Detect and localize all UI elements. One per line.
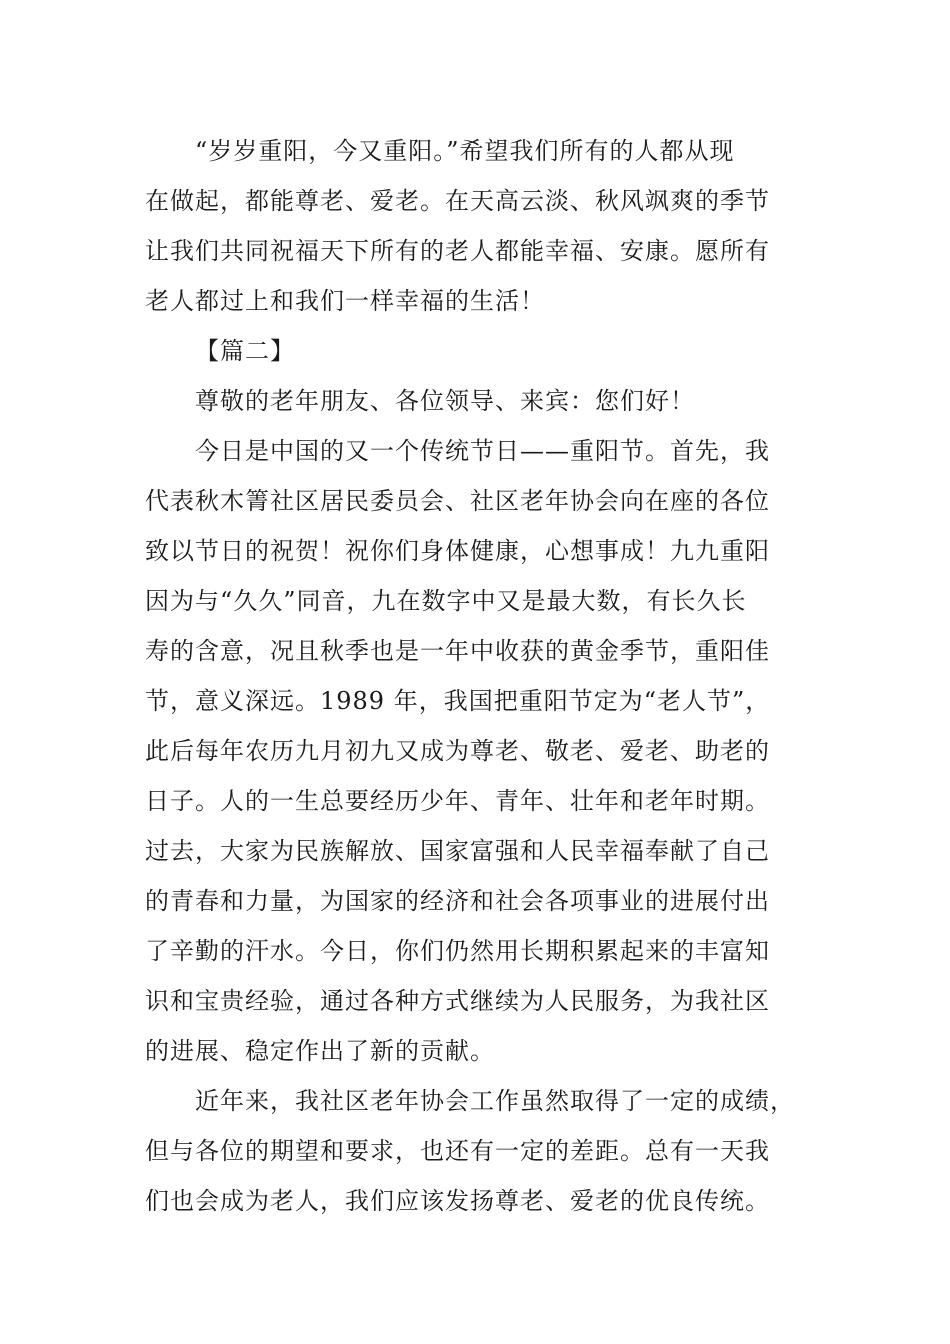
paragraph-line: 此后每年农历九月初九又成为尊老、敬老、爱老、助老的 bbox=[145, 737, 770, 765]
paragraph-line: 让我们共同祝福天下所有的老人都能幸福、安康。愿所有 bbox=[145, 237, 770, 265]
paragraph-line: 们也会成为老人，我们应该发扬尊老、爱老的优良传统。 bbox=[145, 1187, 770, 1215]
paragraph-line: 今日是中国的又一个传统节日——重阳节。首先，我 bbox=[195, 437, 770, 465]
paragraph-line: 的进展、稳定作出了新的贡献。 bbox=[145, 1037, 495, 1065]
paragraph-line: 近年来，我社区老年协会工作虽然取得了一定的成绩， bbox=[195, 1087, 795, 1115]
paragraph-line: 过去，大家为民族解放、国家富强和人民幸福奉献了自己 bbox=[145, 837, 770, 865]
salutation-line: 尊敬的老年朋友、各位领导、来宾：您们好！ bbox=[195, 387, 695, 415]
paragraph-line: 日子。人的一生总要经历少年、青年、壮年和老年时期。 bbox=[145, 787, 770, 815]
paragraph-line: 了辛勤的汗水。今日，你们仍然用长期积累起来的丰富知 bbox=[145, 937, 770, 965]
document-body bbox=[145, 126, 815, 1226]
paragraph-line: 老人都过上和我们一样幸福的生活！ bbox=[145, 287, 545, 315]
paragraph-line: 寿的含意，况且秋季也是一年中收获的黄金季节，重阳佳 bbox=[145, 637, 770, 665]
paragraph-line: 识和宝贵经验，通过各种方式继续为人民服务，为我社区 bbox=[145, 987, 770, 1015]
section-heading: 【篇二】 bbox=[195, 337, 295, 365]
paragraph-line: 的青春和力量，为国家的经济和社会各项事业的进展付出 bbox=[145, 887, 770, 915]
paragraph-line: 代表秋木箐社区居民委员会、社区老年协会向在座的各位 bbox=[145, 487, 770, 515]
paragraph-line: 节，意义深远。1989 年，我国把重阳节定为“老人节”， bbox=[145, 687, 771, 715]
paragraph-line: 因为与“久久”同音，九在数字中又是最大数，有长久长 bbox=[145, 587, 747, 615]
paragraph-line: 在做起，都能尊老、爱老。在天高云淡、秋风飒爽的季节 bbox=[145, 187, 770, 215]
paragraph-line: 致以节日的祝贺！祝你们身体健康，心想事成！九九重阳 bbox=[145, 537, 770, 565]
paragraph-line: 但与各位的期望和要求，也还有一定的差距。总有一天我 bbox=[145, 1137, 770, 1165]
paragraph-line: “岁岁重阳，今又重阳。”希望我们所有的人都从现 bbox=[195, 137, 735, 165]
